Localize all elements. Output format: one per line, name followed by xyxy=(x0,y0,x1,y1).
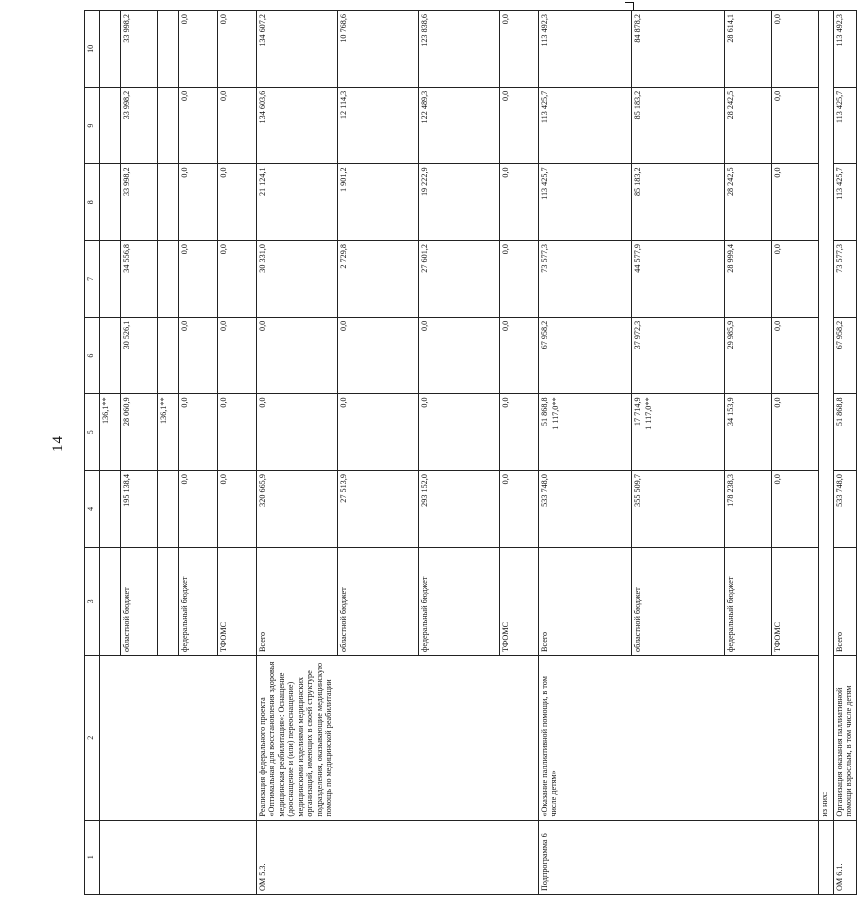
col-num-10: 10 xyxy=(85,11,100,88)
cell-value: 51 868,8 xyxy=(834,394,857,471)
cell-value: 33 998,2 xyxy=(121,87,158,164)
cell-value: 30 331,0 xyxy=(257,241,338,318)
cell-value: 0,0 xyxy=(338,394,419,471)
cell-source: областной бюджет xyxy=(632,547,725,655)
cell-value-with-note xyxy=(632,394,725,471)
col-num-1: 1 xyxy=(85,820,100,894)
cell-value: 0,0 xyxy=(257,317,338,394)
cell-source: федеральный бюджет xyxy=(179,547,218,655)
cell-value: 73 577,3 xyxy=(834,241,857,318)
cell-footnote-value: 136,1** xyxy=(100,394,121,471)
cell-source: Всего xyxy=(257,547,338,655)
cell-footnote-value: 1 117,0** xyxy=(551,397,561,430)
cell xyxy=(100,241,121,318)
cell-title: Реализация федерального проекта «Оптимальная для восстановления здоровья медицинская реабилитация»: Оснащение (дооснащение и (или) переоснащение) медицинскими изделиями медицинских организаций, имеющих в своей структуре подразделения, оказывающие медицинскую помощь по медицинской реабилитации xyxy=(257,655,539,820)
cell-value: 0,0 xyxy=(218,471,257,548)
cell-value: 0,0 xyxy=(419,317,500,394)
cell xyxy=(819,820,834,894)
cell-value: 113 425,7 xyxy=(834,87,857,164)
table-row xyxy=(539,11,632,895)
cell-value: 0,0 xyxy=(218,164,257,241)
cell-value: 533 748,0 xyxy=(539,471,632,548)
cell xyxy=(158,241,179,318)
cell-value: 0,0 xyxy=(218,87,257,164)
cell-source: областной бюджет xyxy=(121,547,158,655)
cell-value: 0,0 xyxy=(179,241,218,318)
cell-value: 0,0 xyxy=(218,394,257,471)
cell-value: 44 577,9 xyxy=(632,241,725,318)
cell xyxy=(100,164,121,241)
cell-value: 0,0 xyxy=(772,164,819,241)
cell-source: Всего xyxy=(834,547,857,655)
cell-value: 0,0 xyxy=(772,87,819,164)
cell-source: Всего xyxy=(539,547,632,655)
column-number-row xyxy=(85,11,100,895)
cell-source: ТФОМС xyxy=(218,547,257,655)
cell-footnote-value: 1 117,0** xyxy=(644,397,654,430)
cell-value: 0,0 xyxy=(500,471,539,548)
cell-value: 28 060,9 xyxy=(121,394,158,471)
cell-value: 33 998,2 xyxy=(121,11,158,88)
col-num-9: 9 xyxy=(85,87,100,164)
col-num-3: 3 xyxy=(85,547,100,655)
cell-value: 0,0 xyxy=(179,394,218,471)
cell-value: 0,0 xyxy=(772,471,819,548)
cell-value: 0,0 xyxy=(179,164,218,241)
cell-value: 0,0 xyxy=(179,471,218,548)
cell-value: 113 425,7 xyxy=(834,164,857,241)
cell-value: 0,0 xyxy=(772,394,819,471)
cell xyxy=(158,11,179,88)
cell xyxy=(158,547,179,655)
cell-value: 0,0 xyxy=(772,11,819,88)
cell-value: 0,0 xyxy=(179,317,218,394)
cell-value: 21 124,1 xyxy=(257,164,338,241)
cell-value: 85 183,2 xyxy=(632,87,725,164)
table-row xyxy=(834,11,857,895)
cell-value: 355 509,7 xyxy=(632,471,725,548)
col-num-7: 7 xyxy=(85,241,100,318)
cell-value: 0,0 xyxy=(500,317,539,394)
cell-value: 113 425,7 xyxy=(539,164,632,241)
cell-value: 0,0 xyxy=(500,11,539,88)
cell-value: 17 714,9 xyxy=(633,397,642,427)
cell-value: 0,0 xyxy=(419,394,500,471)
col-num-2: 2 xyxy=(85,655,100,820)
cell-value: 0,0 xyxy=(218,241,257,318)
budget-table xyxy=(84,10,857,895)
col-num-5: 5 xyxy=(85,394,100,471)
cell-value: 134 607,2 xyxy=(257,11,338,88)
cell-value: 29 985,9 xyxy=(725,317,772,394)
cell-value: 73 577,3 xyxy=(539,241,632,318)
cell-value: 2 729,8 xyxy=(338,241,419,318)
cell-footnote-value: 136,1** xyxy=(158,394,179,471)
cell-value: 0,0 xyxy=(500,394,539,471)
cell-title: Организация оказания паллиативной помощи взрослым, в том числе детям xyxy=(834,655,857,820)
cell-code: ОМ 6.1. xyxy=(834,820,857,894)
cell-value: 0,0 xyxy=(772,241,819,318)
cell-value: 51 868,8 xyxy=(540,397,549,427)
cell-value: 19 222,9 xyxy=(419,164,500,241)
cell-value: 113 425,7 xyxy=(539,87,632,164)
page-number: 14 xyxy=(50,435,66,452)
cell-value: 0,0 xyxy=(179,87,218,164)
cell-value: 0,0 xyxy=(218,317,257,394)
cell-value: 12 114,3 xyxy=(338,87,419,164)
cell-value: 0,0 xyxy=(338,317,419,394)
table-row xyxy=(100,11,121,895)
cell-value: 27 513,9 xyxy=(338,471,419,548)
cell-source: федеральный бюджет xyxy=(419,547,500,655)
cell xyxy=(100,317,121,394)
cell-value: 34 153,9 xyxy=(725,394,772,471)
cell-source: ТФОМС xyxy=(500,547,539,655)
cell-value: 34 556,8 xyxy=(121,241,158,318)
cell-value: 0,0 xyxy=(179,11,218,88)
cell-source: областной бюджет xyxy=(338,547,419,655)
cell xyxy=(100,87,121,164)
cell-iz-nih: из них: xyxy=(819,11,834,821)
cell-value: 0,0 xyxy=(500,241,539,318)
cell-value: 67 958,2 xyxy=(834,317,857,394)
cell-value: 33 998,2 xyxy=(121,164,158,241)
col-num-6: 6 xyxy=(85,317,100,394)
cell xyxy=(100,11,121,88)
cell-value-with-note xyxy=(539,394,632,471)
cell xyxy=(158,471,179,548)
cell xyxy=(158,164,179,241)
cell-value: 195 138,4 xyxy=(121,471,158,548)
cell-value: 28 999,4 xyxy=(725,241,772,318)
cell-value: 30 526,1 xyxy=(121,317,158,394)
cell-value: 293 152,0 xyxy=(419,471,500,548)
cell-value: 113 492,3 xyxy=(539,11,632,88)
cell-source: федеральный бюджет xyxy=(725,547,772,655)
cell-value: 134 603,6 xyxy=(257,87,338,164)
table-row xyxy=(257,11,338,895)
cell-title: «Оказание паллиативной помощи, в том числе детям» xyxy=(539,655,819,820)
cell-source-empty xyxy=(100,547,121,655)
cell-value: 1 901,2 xyxy=(338,164,419,241)
cell-value: 85 183,2 xyxy=(632,164,725,241)
cell-value: 0,0 xyxy=(500,164,539,241)
cell xyxy=(158,317,179,394)
cell xyxy=(158,87,179,164)
cell-value: 28 242,5 xyxy=(725,87,772,164)
cell-value: 123 838,6 xyxy=(419,11,500,88)
cell-value: 37 972,3 xyxy=(632,317,725,394)
cell-code-empty xyxy=(100,820,257,894)
col-num-4: 4 xyxy=(85,471,100,548)
cell-value: 113 492,3 xyxy=(834,11,857,88)
cell-value: 10 768,6 xyxy=(338,11,419,88)
cell-value: 0,0 xyxy=(500,87,539,164)
cell-source: ТФОМС xyxy=(772,547,819,655)
cell-value: 0,0 xyxy=(772,317,819,394)
cell-code: Подпрограмма 6 xyxy=(539,820,819,894)
cell-value: 28 242,5 xyxy=(725,164,772,241)
cell-value: 533 748,0 xyxy=(834,471,857,548)
cell-code: ОМ 5.3. xyxy=(257,820,539,894)
cell-value: 27 601,2 xyxy=(419,241,500,318)
cell-value: 320 665,9 xyxy=(257,471,338,548)
table-row xyxy=(819,11,834,895)
cell-value: 0,0 xyxy=(218,11,257,88)
cell-value: 122 489,3 xyxy=(419,87,500,164)
cell-title-empty xyxy=(100,655,257,820)
cell-value: 84 878,2 xyxy=(632,11,725,88)
cell xyxy=(100,471,121,548)
cell-value: 67 958,2 xyxy=(539,317,632,394)
col-num-8: 8 xyxy=(85,164,100,241)
cell-value: 28 614,1 xyxy=(725,11,772,88)
cell-value: 0,0 xyxy=(257,394,338,471)
rotated-table-container xyxy=(84,10,854,895)
cell-value: 178 238,3 xyxy=(725,471,772,548)
